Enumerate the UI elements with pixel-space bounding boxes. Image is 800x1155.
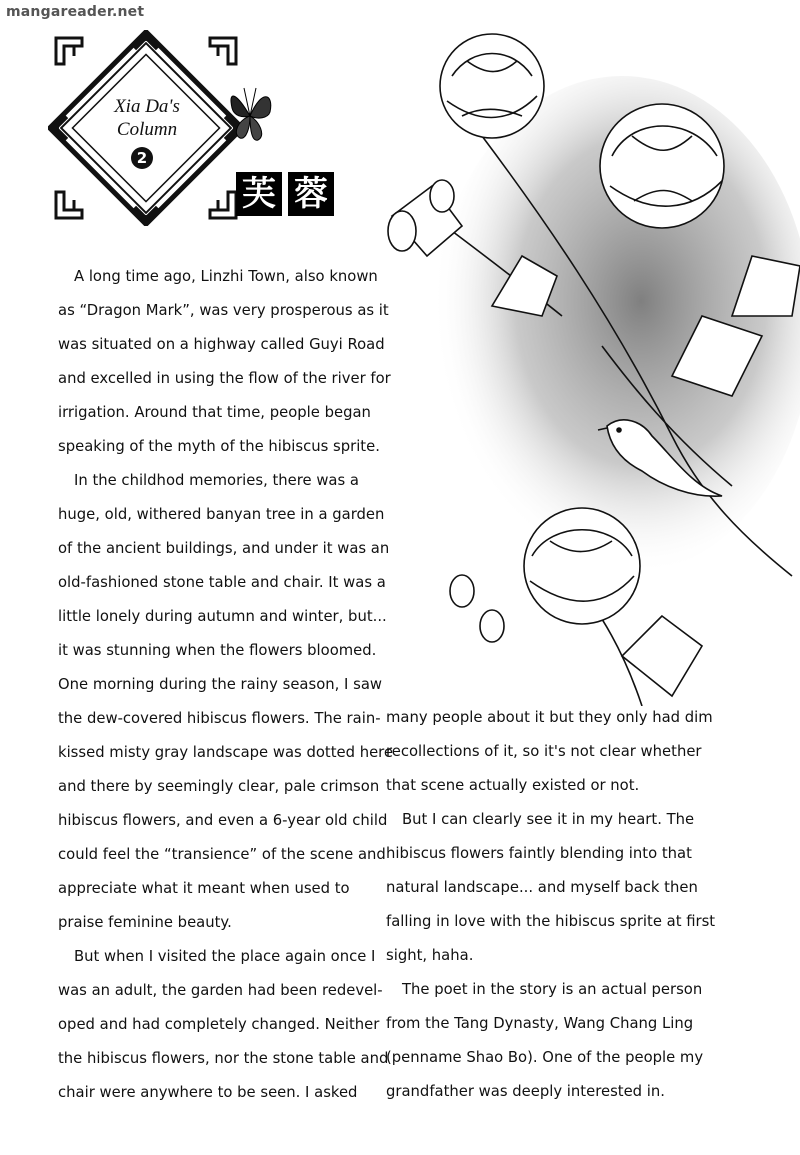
paragraph-line: falling in love with the hibiscus sprite at first (386, 913, 716, 930)
paragraph-line: speaking of the myth of the hibiscus sprite. (58, 438, 380, 455)
paragraph-line: hibiscus flowers faintly blending into that (386, 845, 692, 862)
paragraph-line: irrigation. Around that time, people began (58, 404, 371, 421)
paragraph-line: old-fashioned stone table and chair. It was a (58, 574, 386, 591)
title-char-2: 蓉 (288, 172, 334, 216)
paragraph-line: was situated on a highway called Guyi Road (58, 336, 385, 353)
paragraph-line: could feel the “transience” of the scene and (58, 846, 386, 863)
paragraph-line: grandfather was deeply interested in. (386, 1083, 665, 1100)
paragraph-line: sight, haha. (386, 947, 474, 964)
paragraph-line: natural landscape... and myself back then (386, 879, 698, 896)
paragraph-line: One morning during the rainy season, I saw (58, 676, 382, 693)
chapter-title (236, 172, 334, 216)
right-text-column (386, 701, 716, 1109)
paragraph-line: many people about it but they only had dim (386, 709, 713, 726)
paragraph-line: was an adult, the garden had been redevel- (58, 982, 383, 999)
paragraph-line: But when I visited the place again once I (74, 948, 376, 965)
paragraph-line: as “Dragon Mark”, was very prosperous as it (58, 302, 389, 319)
badge-line-2: Column (116, 119, 178, 140)
paragraph-line: of the ancient buildings, and under it was an (58, 540, 390, 557)
paragraph-line: hibiscus flowers, and even a 6-year old child (58, 812, 388, 829)
paragraph-line: A long time ago, Linzhi Town, also known (74, 268, 378, 285)
paragraph-line: praise feminine beauty. (58, 914, 232, 931)
paragraph-line: it was stunning when the flowers bloomed. (58, 642, 377, 659)
title-char-1: 芙 (236, 172, 282, 216)
paragraph-line: and there by seemingly clear, pale crimson (58, 778, 380, 795)
column-badge-title (82, 95, 212, 141)
paragraph-line: recollections of it, so it's not clear whether (386, 743, 702, 760)
paragraph-line: oped and had completely changed. Neither (58, 1016, 380, 1033)
paragraph-line: The poet in the story is an actual person (402, 981, 703, 998)
paragraph-line: that scene actually existed or not. (386, 777, 640, 794)
column-number-badge: 2 (131, 147, 153, 169)
hibiscus-illustration (372, 16, 800, 706)
paragraph-line: chair were anywhere to be seen. I asked (58, 1084, 358, 1101)
site-watermark: mangareader.net (6, 4, 145, 20)
paragraph-line: In the childhod memories, there was a (74, 472, 359, 489)
paragraph-line: huge, old, withered banyan tree in a garden (58, 506, 385, 523)
paragraph-line: (penname Shao Bo). One of the people my (386, 1049, 704, 1066)
butterfly-icon (226, 86, 276, 144)
badge-line-1: Xia Da's (114, 96, 180, 117)
paragraph-line: appreciate what it meant when used to (58, 880, 350, 897)
left-text-column (58, 260, 394, 1110)
paragraph-line: and excelled in using the flow of the river for (58, 370, 391, 387)
paragraph-line: little lonely during autumn and winter, but... (58, 608, 387, 625)
paragraph-line: the hibiscus flowers, nor the stone table and (58, 1050, 389, 1067)
paragraph-line: But I can clearly see it in my heart. The (402, 811, 695, 828)
paragraph-line: kissed misty gray landscape was dotted here (58, 744, 394, 761)
paragraph-line: the dew-covered hibiscus flowers. The rain- (58, 710, 381, 727)
paragraph-line: from the Tang Dynasty, Wang Chang Ling (386, 1015, 694, 1032)
